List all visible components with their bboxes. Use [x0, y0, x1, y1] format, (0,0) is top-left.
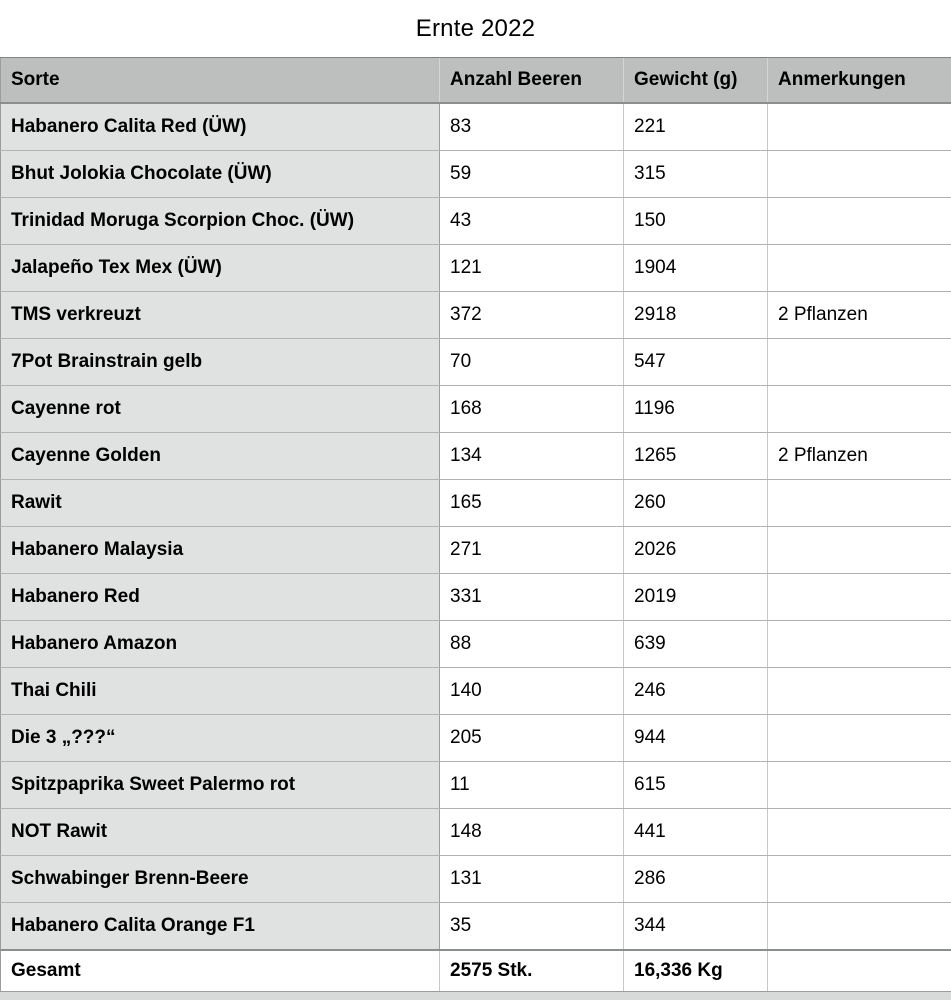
- cell-gewicht: 1904: [624, 245, 768, 292]
- cell-anzahl: 59: [440, 151, 624, 198]
- cell-anmerkungen: [768, 762, 951, 809]
- cell-anzahl: 205: [440, 715, 624, 762]
- cell-anzahl: 134: [440, 433, 624, 480]
- cell-gewicht: 221: [624, 103, 768, 151]
- cell-gewicht: 547: [624, 339, 768, 386]
- cell-anmerkungen: [768, 809, 951, 856]
- cell-sorte: Thai Chili: [1, 668, 440, 715]
- cell-sorte: Jalapeño Tex Mex (ÜW): [1, 245, 440, 292]
- cell-gewicht: 150: [624, 198, 768, 245]
- cell-anzahl: 140: [440, 668, 624, 715]
- total-anzahl: 2575 Stk.: [440, 950, 624, 992]
- cell-gewicht: 260: [624, 480, 768, 527]
- cell-anmerkungen: [768, 856, 951, 903]
- cell-anmerkungen: [768, 903, 951, 951]
- cell-sorte: Cayenne Golden: [1, 433, 440, 480]
- cell-sorte: Rawit: [1, 480, 440, 527]
- cell-anmerkungen: [768, 151, 951, 198]
- cell-anmerkungen: 2 Pflanzen: [768, 292, 951, 339]
- cell-gewicht: 441: [624, 809, 768, 856]
- table-row: [1, 433, 951, 480]
- cell-sorte: 7Pot Brainstrain gelb: [1, 339, 440, 386]
- cell-anmerkungen: [768, 574, 951, 621]
- table-row: [1, 668, 951, 715]
- cell-anzahl: 35: [440, 903, 624, 951]
- cell-gewicht: 246: [624, 668, 768, 715]
- cell-sorte: Die 3 „???“: [1, 715, 440, 762]
- table-row: [1, 480, 951, 527]
- cell-gewicht: 2026: [624, 527, 768, 574]
- table-row: [1, 151, 951, 198]
- total-label: Gesamt: [1, 950, 440, 992]
- cell-anmerkungen: [768, 339, 951, 386]
- cell-anzahl: 83: [440, 103, 624, 151]
- cell-sorte: Habanero Calita Red (ÜW): [1, 103, 440, 151]
- cell-gewicht: 639: [624, 621, 768, 668]
- cell-gewicht: 286: [624, 856, 768, 903]
- page-title: Ernte 2022: [415, 14, 536, 42]
- table-row: [1, 621, 951, 668]
- cell-sorte: Habanero Calita Orange F1: [1, 903, 440, 951]
- cell-anzahl: 165: [440, 480, 624, 527]
- table-row: [1, 715, 951, 762]
- cell-anmerkungen: [768, 245, 951, 292]
- table-row: [1, 527, 951, 574]
- cell-anmerkungen: [768, 715, 951, 762]
- table-row: [1, 339, 951, 386]
- title-bar: [0, 0, 951, 57]
- table-row: [1, 386, 951, 433]
- cell-anzahl: 331: [440, 574, 624, 621]
- cell-sorte: Habanero Amazon: [1, 621, 440, 668]
- cell-anmerkungen: [768, 527, 951, 574]
- column-header-anmerkungen: Anmerkungen: [768, 58, 951, 104]
- cell-anzahl: 271: [440, 527, 624, 574]
- table-body: [1, 103, 951, 950]
- cell-gewicht: 615: [624, 762, 768, 809]
- cell-anmerkungen: [768, 198, 951, 245]
- cell-anmerkungen: [768, 480, 951, 527]
- table-row: [1, 762, 951, 809]
- cell-anzahl: 88: [440, 621, 624, 668]
- cell-gewicht: 344: [624, 903, 768, 951]
- cell-anzahl: 11: [440, 762, 624, 809]
- table-row: [1, 198, 951, 245]
- cell-gewicht: 944: [624, 715, 768, 762]
- table-row: [1, 103, 951, 151]
- cell-gewicht: 2918: [624, 292, 768, 339]
- cell-anzahl: 148: [440, 809, 624, 856]
- cell-anmerkungen: [768, 668, 951, 715]
- column-header-sorte: Sorte: [1, 58, 440, 104]
- column-header-gewicht: Gewicht (g): [624, 58, 768, 104]
- cell-sorte: Cayenne rot: [1, 386, 440, 433]
- cell-gewicht: 315: [624, 151, 768, 198]
- table-row: [1, 809, 951, 856]
- cell-sorte: Schwabinger Brenn-Beere: [1, 856, 440, 903]
- table-row: [1, 245, 951, 292]
- cell-anzahl: 70: [440, 339, 624, 386]
- cell-sorte: Bhut Jolokia Chocolate (ÜW): [1, 151, 440, 198]
- table-row: [1, 292, 951, 339]
- cell-sorte: Habanero Red: [1, 574, 440, 621]
- header-row: [1, 58, 951, 104]
- cell-sorte: Trinidad Moruga Scorpion Choc. (ÜW): [1, 198, 440, 245]
- cell-anmerkungen: [768, 621, 951, 668]
- cell-anmerkungen: 2 Pflanzen: [768, 433, 951, 480]
- table-row: [1, 856, 951, 903]
- table-row: [1, 574, 951, 621]
- cell-anmerkungen: [768, 103, 951, 151]
- cell-anzahl: 43: [440, 198, 624, 245]
- total-gewicht: 16,336 Kg: [624, 950, 768, 992]
- table-footer: [1, 950, 951, 992]
- cell-anzahl: 121: [440, 245, 624, 292]
- cell-sorte: NOT Rawit: [1, 809, 440, 856]
- cell-sorte: Spitzpaprika Sweet Palermo rot: [1, 762, 440, 809]
- cell-sorte: TMS verkreuzt: [1, 292, 440, 339]
- table-header: [1, 58, 951, 104]
- cell-sorte: Habanero Malaysia: [1, 527, 440, 574]
- cell-gewicht: 2019: [624, 574, 768, 621]
- cell-anmerkungen: [768, 386, 951, 433]
- column-header-anzahl: Anzahl Beeren: [440, 58, 624, 104]
- table-row: [1, 903, 951, 951]
- cell-anzahl: 372: [440, 292, 624, 339]
- cell-gewicht: 1265: [624, 433, 768, 480]
- harvest-table: [0, 57, 951, 992]
- next-row-partial: [0, 992, 951, 1000]
- cell-gewicht: 1196: [624, 386, 768, 433]
- total-row: [1, 950, 951, 992]
- total-anmerkungen: [768, 950, 951, 992]
- cell-anzahl: 131: [440, 856, 624, 903]
- cell-anzahl: 168: [440, 386, 624, 433]
